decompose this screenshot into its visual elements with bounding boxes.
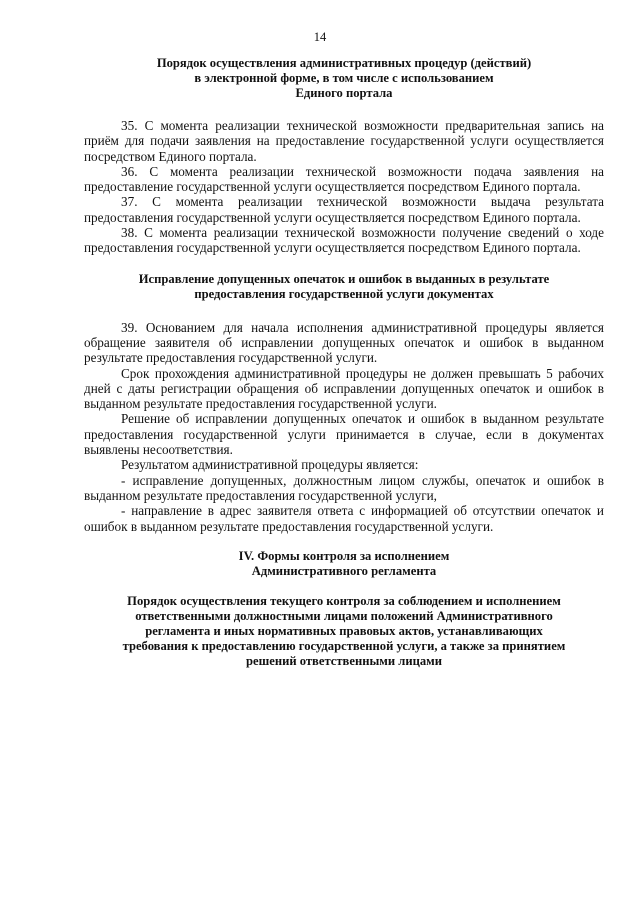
document-body	[84, 56, 604, 669]
heading-line: IV. Формы контроля за исполнением	[238, 548, 450, 563]
heading-line: Порядок осуществления текущего контроля за соблюдением и исполнением	[127, 593, 561, 608]
paragraph-38: 38. С момента реализации технической возможности получение сведений о ходе предоставления государственной услуги осуществляется посредством Единого портала.	[84, 225, 604, 256]
heading-current-control	[84, 594, 604, 669]
heading-part-iv	[84, 549, 604, 579]
heading-line: предоставления государственной услуги документах	[194, 286, 494, 301]
heading-line: решений ответственными лицами	[246, 653, 442, 668]
heading-line: Единого портала	[295, 86, 393, 100]
heading-line: регламента и иных нормативных правовых актов, устанавливающих	[145, 623, 543, 638]
page-number: 14	[313, 30, 327, 44]
heading-line: Исправление допущенных опечаток и ошибок в выданных в результате	[138, 271, 550, 286]
heading-line: Порядок осуществления административных процедур (действий)	[156, 56, 532, 70]
paragraph-35: 35. С момента реализации технической возможности предварительная запись на приём для подачи заявления на предоставление государственной услуги осуществляется посредством Единого портала.	[84, 118, 604, 164]
paragraph-36: 36. С момента реализации технической возможности подача заявления на предоставление государственной услуги осуществляется посредством Единого портала.	[84, 163, 604, 195]
heading-error-correction	[84, 272, 604, 302]
heading-line: в электронной форме, в том числе с использованием	[194, 71, 494, 85]
paragraph-37: 37. С момента реализации технической возможности выдача результата предоставления государственной услуги осуществляется посредством Единого портала.	[84, 194, 604, 225]
paragraph-deadline: Срок прохождения административной процедуры не должен превышать 5 рабочих дней с даты регистрации обращения об исправлении допущенных опечаток и ошибок в выданном результате предоставления государственной услуги.	[84, 365, 604, 412]
paragraph-39: 39. Основанием для начала исполнения административной процедуры является обращение заявителя об исправлении допущенных опечаток и ошибок в выданном результате предоставления государственной услуги.	[84, 319, 604, 366]
list-item-correction: - исправление допущенных, должностным лицом службы, опечаток и ошибок в выданном результате предоставления государственной услуги,	[84, 472, 604, 503]
paragraph-decision: Решение об исправлении допущенных опечаток и ошибок в выданном результате предоставления государственной услуги принимается в случае, если в документах выявлены несоответствия.	[84, 411, 604, 458]
heading-electronic-procedures	[84, 56, 604, 101]
heading-line: ответственными должностными лицами положений Административного	[135, 608, 553, 623]
paragraph-result-intro: Результатом административной процедуры является:	[121, 457, 419, 473]
heading-line: требования к предоставлению государственной услуги, а также за принятием	[122, 638, 566, 653]
list-item-response: - направление в адрес заявителя ответа с информацией об отсутствии опечаток и ошибок в выданном результате предоставления государственной услуги.	[84, 503, 604, 534]
heading-line: Административного регламента	[251, 563, 437, 578]
